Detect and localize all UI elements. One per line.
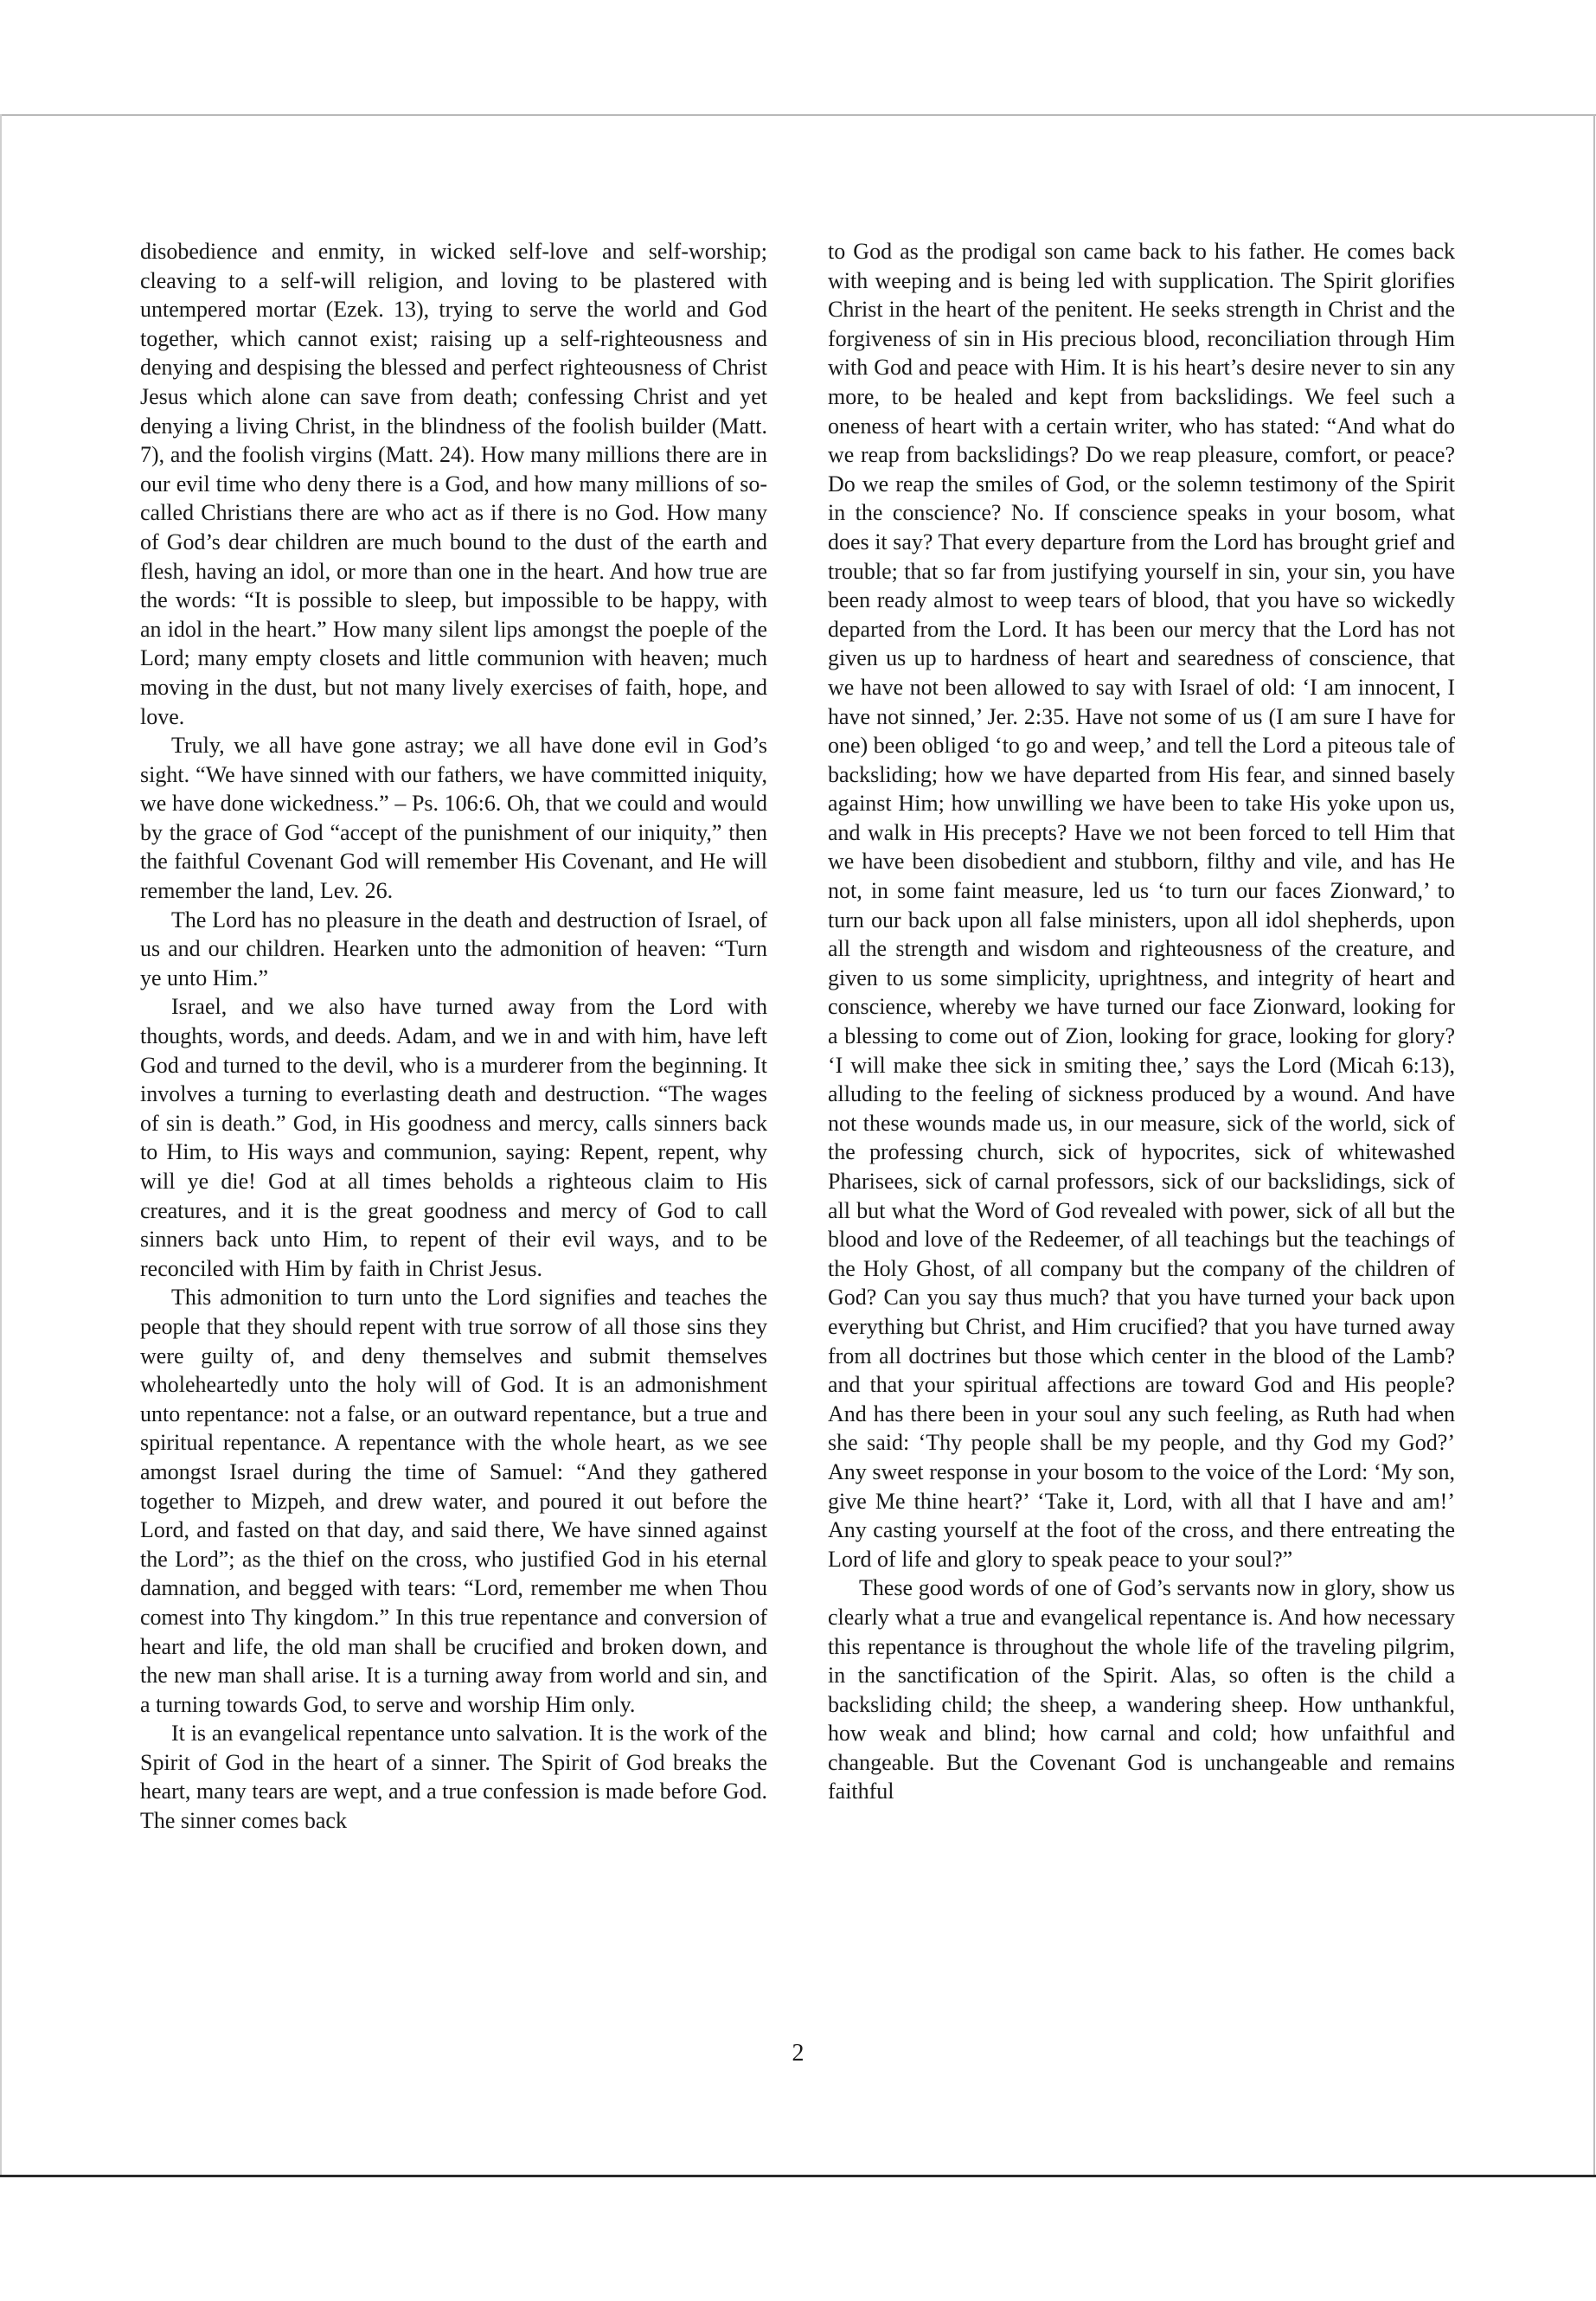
page-number: 2 bbox=[792, 2040, 804, 2067]
page-edge-right bbox=[1593, 114, 1595, 2177]
page-edge-left bbox=[0, 114, 2, 2177]
paragraph: to God as the prodigal son came back to his father. He comes back with weeping and is being led with supplication. The Spirit glorifies Christ in the heart of the penitent. He seeks strength in Christ and the forgiveness of sin in His precious blood, reconciliation through Him with God and peace with Him. It is his heart’s desire never to sin any more, to be healed and kept from backslidings. We feel such a oneness of heart with a certain writer, who has stated: “And what do we reap from backslidings? Do we reap pleasure, comfort, or peace? Do we reap the smiles of God, or the solemn testimony of the Spirit in the conscience? No. If conscience speaks in your bosom, what does it say? That every departure from the Lord has brought grief and trouble; that so far from justifying yourself in sin, your sin, you have been ready almost to weep tears of blood, that you have so wickedly departed from the Lord. It has been our mercy that the Lord has not given us up to hardness of heart and searedness of conscience, that we have not been allowed to say with Israel of old: ‘I am innocent, I have not sinned,’ Jer. 2:35. Have not some of us (I am sure I have for one) been obliged ‘to go and weep,’ and tell the Lord a piteous tale of backsliding; how we have departed from His fear, and sinned basely against Him; how unwilling we have been to take His yoke upon us, and walk in His precepts? Have we not been forced to tell Him that we have been disobedient and stubborn, filthy and vile, and has He not, in some faint measure, led us ‘to turn our faces Zionward,’ to turn our back upon all false ministers, upon all idol shepherds, upon all the strength and wisdom and righteousness of the creature, and given to us some simplicity, uprightness, and integrity of heart and conscience, whereby we have turned our face Zionward, looking for a blessing to come out of Zion, looking for grace, looking for glory? ‘I will make thee sick in smiting thee,’ says the Lord (Micah 6:13), alluding to the feeling of sickness produced by a wound. And have not these wounds made us, in our measure, sick of the world, sick of the professing church, sick of hypocrites, sick of whitewashed Pharisees, sick of carnal professors, sick of our backslidings, sick of all but what the Word of God revealed with power, sick of all but the blood and love of the Redeemer, of all teachings but the teachings of the Holy Ghost, of all company but the company of the children of God? Can you say thus much? that you have turned your back upon everything but Christ, and Him crucified? that you have turned away from all doctrines but those which center in the blood of the Lamb? and that your spiritual affections are toward God and His people? And has there been in your soul any such feeling, as Ruth had when she said: ‘Thy people shall be my people, and thy God my God?’ Any sweet response in your bosom to the voice of the Lord: ‘My son, give Me thine heart?’ ‘Take it, Lord, with all that I have and am!’ Any casting yourself at the foot of the cross, and there entreating the Lord of life and glory to speak peace to your soul?” bbox=[828, 239, 1455, 1572]
paragraph: The Lord has no pleasure in the death and destruction of Israel, of us and our children. Hearken unto the admonition of heaven: “Turn ye unto Him.” bbox=[140, 907, 767, 990]
paragraph: It is an evangelical repentance unto salvation. It is the work of the Spirit of God in the heart of a sinner. The Spirit of God breaks the heart, many tears are wept, and a true confession is made before God. The sinner comes back bbox=[140, 1721, 767, 1834]
paragraph: disobedience and enmity, in wicked self-love and self-worship; cleaving to a self-will religion, and loving to be plastered with untempered mortar (Ezek. 13), trying to serve the world and God together, which cannot exist; raising up a self-righteousness and denying and despising the blessed and perfect righteousness of Christ Jesus which alone can save from death; confessing Christ and yet denying a living Christ, in the blindness of the foolish builder (Matt. 7), and the foolish virgins (Matt. 24). How many millions there are in our evil time who deny there is a God, and how many millions of so-called Christians there are who act as if there is no God. How many of God’s dear children are much bound to the dust of the earth and flesh, having an idol, or more than one in the heart. And how true are the words: “It is possible to sleep, but impossible to be happy, with an idol in the heart.” How many silent lips amongst the poeple of the Lord; many empty closets and little communion with heaven; much moving in the dust, but not many lively exercises of faith, hope, and love. bbox=[140, 239, 767, 729]
paragraph: Truly, we all have gone astray; we all have done evil in God’s sight. “We have sinned with our fathers, we have committed iniquity, we have done wickedness.” – Ps. 106:6. Oh, that we could and would by the grace of God “accept of the punishment of our iniquity,” then the faithful Covenant God will remember His Covenant, and He will remember the land, Lev. 26. bbox=[140, 733, 767, 904]
left-text-column bbox=[140, 237, 767, 1836]
paragraph: These good words of one of God’s servants now in glory, show us clearly what a true and evangelical repentance is. And how necessary this repentance is throughout the whole life of the traveling pilgrim, in the sanctification of the Spirit. Alas, so often is the child a backsliding child; the sheep, a wandering sheep. How unthankful, how weak and blind; how carnal and cold; how unfaithful and changeable. But the Covenant God is unchangeable and remains faithful bbox=[828, 1575, 1455, 1804]
right-text-column bbox=[828, 237, 1455, 1806]
paragraph: This admonition to turn unto the Lord signifies and teaches the people that they should repent with true sorrow of all those sins they were guilty of, and deny themselves and submit themselves wholeheartedly unto the holy will of God. It is an admonishment unto repentance: not a false, or an outward repentance, but a true and spiritual repentance. A repentance with the whole heart, as we see amongst Israel during the time of Samuel: “And they gathered together to Mizpeh, and drew water, and poured it out before the Lord, and fasted on that day, and said there, We have sinned against the Lord”; as the thief on the cross, who justified God in his eternal damnation, and begged with tears: “Lord, remember me when Thou comest into Thy kingdom.” In this true repentance and conversion of heart and life, the old man shall be crucified and broken down, and the new man shall arise. It is a turning away from world and sin, and a turning towards God, to serve and worship Him only. bbox=[140, 1285, 767, 1717]
paragraph: Israel, and we also have turned away from the Lord with thoughts, words, and deeds. Adam, and we in and with him, have left God and turned to the devil, who is a murderer from the beginning. It involves a turning to everlasting death and destruction. “The wages of sin is death.” God, in His goodness and mercy, calls sinners back to Him, to His ways and communion, saying: Repent, repent, why will ye die! God at all times beholds a righteous claim to His creatures, and it is the great goodness and mercy of God to call sinners back unto Him, to repent of their evil ways, and to be reconciled with Him by faith in Christ Jesus. bbox=[140, 994, 767, 1281]
page-edge-top bbox=[0, 114, 1596, 116]
page-edge-bottom bbox=[0, 2175, 1596, 2177]
